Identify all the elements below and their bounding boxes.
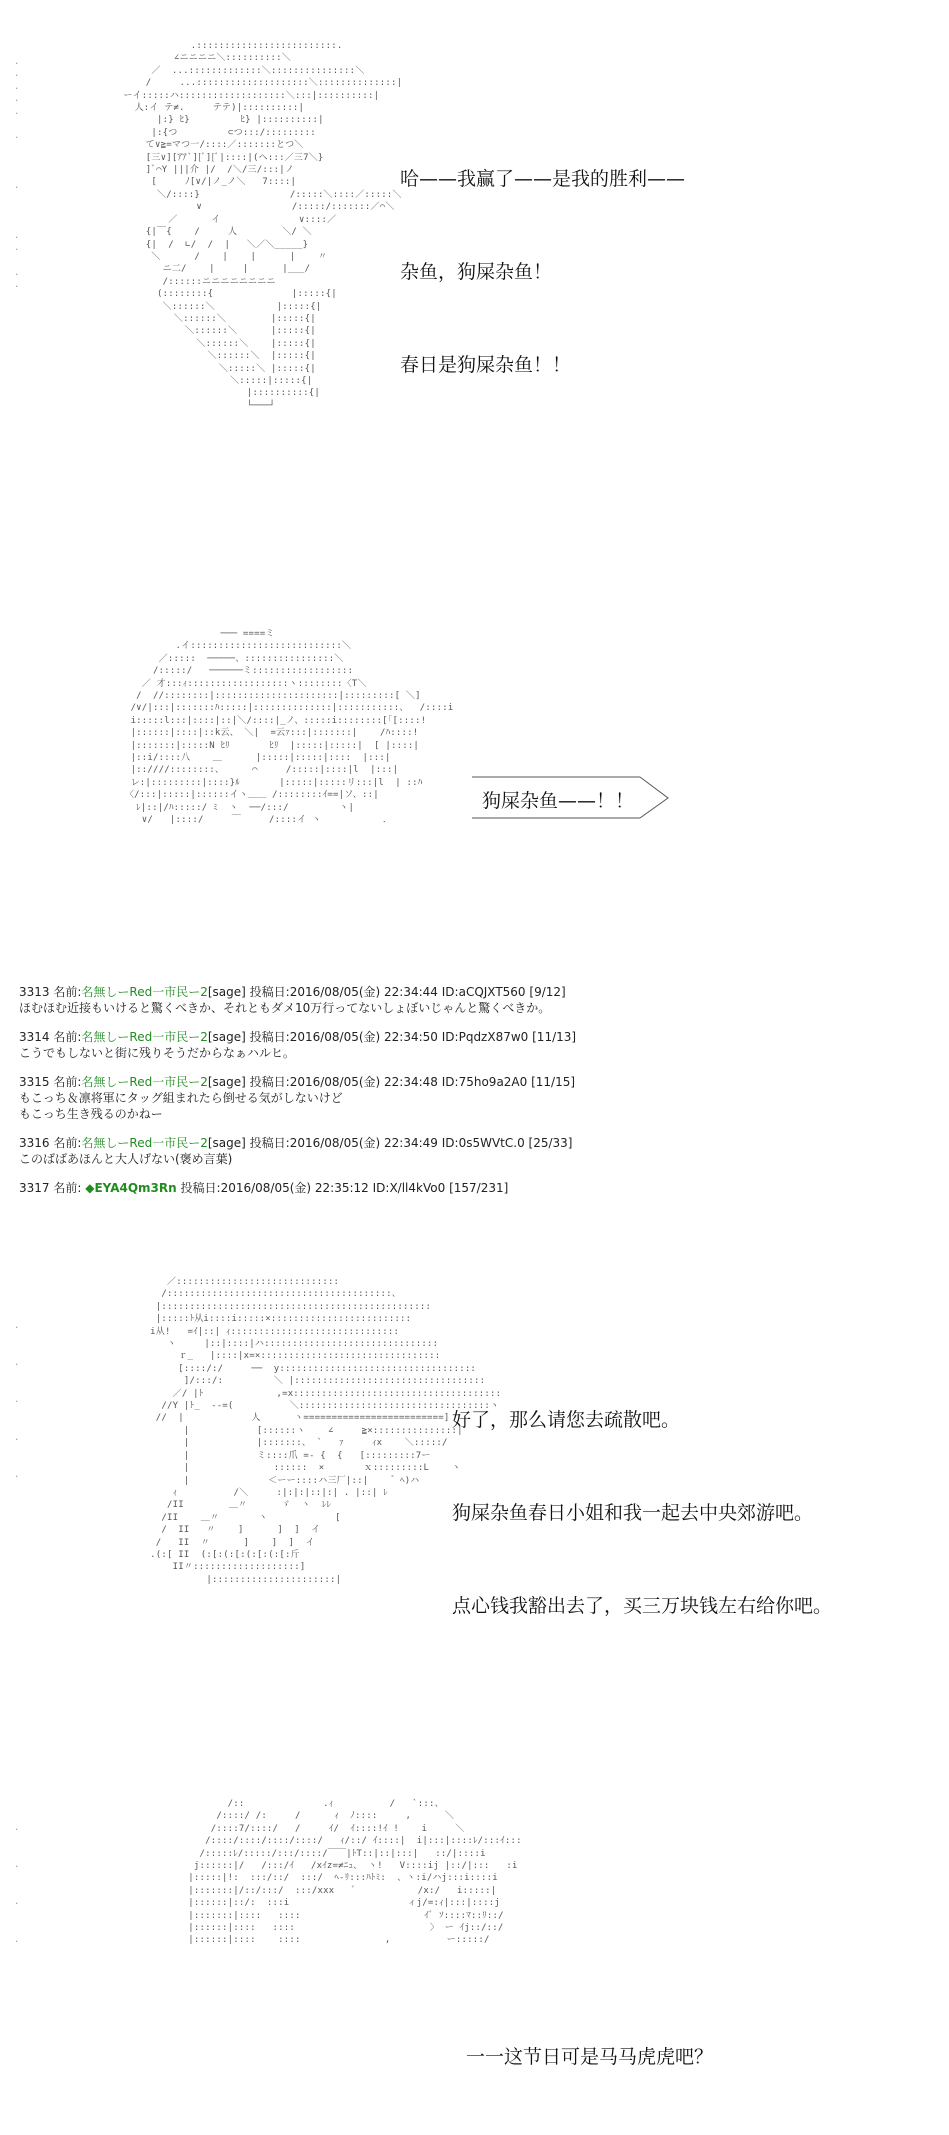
- post-id[interactable]: ID:PqdzX87w0: [441, 1030, 529, 1044]
- post-number[interactable]: 3317: [19, 1181, 50, 1195]
- post-number[interactable]: 3313: [19, 985, 50, 999]
- dialogue-block-4: [466, 1980, 713, 2135]
- post-body-line: もこっち＆凛将軍にタッグ組まれたら倒せる気がしないけど: [19, 1091, 343, 1105]
- dialogue-line: 点心钱我豁出去了，买三万块钱左右给你吧。: [452, 1595, 833, 1617]
- post-date: 投稿日:2016/08/05(金) 22:34:49: [249, 1136, 438, 1150]
- post-number[interactable]: 3316: [19, 1136, 50, 1150]
- dialogue-line: 杂鱼，狗屎杂鱼！: [400, 261, 553, 283]
- post-date: 投稿日:2016/08/05(金) 22:34:50: [249, 1030, 438, 1044]
- dialogue-line: 一一这节日可是马马虎虎吧？: [466, 2046, 714, 2068]
- post-number[interactable]: 3314: [19, 1030, 50, 1044]
- post-body-line: ほむほむ近接もいけると驚くべきか、それともダメ10万行ってないしょぼいじゃんと驚くべきか。: [19, 1001, 551, 1015]
- dialogue-line: 狗屎杂鱼春日小姐和我一起去中央郊游吧。: [452, 1502, 814, 1524]
- post-id[interactable]: ID:75ho9a2A0: [441, 1075, 528, 1089]
- post-id[interactable]: ID:aCQJXT560: [441, 985, 526, 999]
- poster-name: 名無しーRed一市民ー2: [81, 1136, 208, 1150]
- name-label: 名前:: [53, 1181, 82, 1195]
- ascii-art-character-1: .:::::::::::::::::::::::::. ∠ニニニニ＼::::::::::＼ ／ ...:::::::::::::＼:::::::::::::::＼ / ...::::::::::::::::::::＼::::::::::::::| ーイ:::::ハ:::::::::::::::::::＼:::|::::::::::| 人:イ テ≠. テテ)|::::::::::| |:} ﾋ} ﾋ} |::::::::::| |:{つ ⊂つ:::/::::::::: て∨≧=マつ一/::::／:::::::とつ＼ [三∨][ｱｱ`][ﾞ][ﾞ|::::|(ヘ:::／三7＼} ]ﾞ⌒Y |||介 |/ /＼/三/:::|ノ [ ﾉ[∨/|ノ_ノ＼ 7::::| ＼/::::} /:::::＼::::／:::::＼ ∨ /:::::/:::::::／⌒＼ ／ イ ∨::::／ {|￣{ / 人 ＼/ ＼ {| / ∟/ / | ＼／＼_____} ＼ / | | | 〃 ニ二/ | | |___/ /::::::ニニニニニニニニ (::::::::{ |:::::{| ＼::::::＼ |:::::{| ＼::::::＼ |:::::{| ＼::::::＼ |:::::{| ＼::::::＼ |:::::{| ＼::::::＼ |:::::{| ＼:::::＼ |:::::{| ＼:::::|:::::{| |::::::::::{| └───┘: [123, 41, 403, 411]
- post-date: 投稿日:2016/08/05(金) 22:35:12: [180, 1181, 369, 1195]
- name-label: 名前:: [53, 985, 82, 999]
- name-label: 名前:: [53, 1136, 82, 1150]
- ascii-art-character-4: /:: .ｨ / `:::、 /::::/ /: / ｨ ﾉ:::: , ＼ /::::7/::::/ / ｲ/ ｲ::::!ｲ ! i ＼ /::::/::::/::::/::::/ ｨ/::/ ｲ::::| i|:::|::::ﾚ/:::ｲ::: /:::::ﾚ/:::::/:::/::::/￣￣|ﾄT::|::|:::| ::/|::::i j::::::|/ /:::/ｲ /xｲz=≠ﾆｭ、 ヽ! V::::ij |::/|::: :i |:::::|!: :::/::/ :::/ ﾍ‐ﾘ:::ﾊﾄﾐ: 、ヽ:i/ハj:::i::::i |:::::::|/::/:::/ :::/xxx ﾞ /x:/ i:::::| |::::::|::/: :::i ィj/=:ｨ|:::|::::j |:::::::|:::: :::: ｲﾞ ｿ::::ﾏ::ﾘ::/ |::::::|:::: :::: 〉 ー ｲj::/::/ |::::::|:::: :::: , ー:::::/: [188, 1799, 522, 1946]
- poster-name: 名無しーRed一市民ー2: [81, 985, 208, 999]
- post-count: [11/13]: [532, 1030, 577, 1044]
- ascii-art-character-2: ─── ====ミ .イ:::::::::::::::::::::::::::＼ ／::::: ─────、::::::::::::::::＼ /:::::/ ──────ミ:::::::::::::::::: ／ 才:::ｨ::::::::::::::::::ヽ::::::::〈T＼ / //::::::::|::::::::::::::::::::::|:::::::::[ ＼] /∨/|:::|:::::::ﾊ:::::|::::::::::::::|:::::::::::、 /::::i i:::::l:::|::::|::|＼/::::|_ノ、:::::i::::::::[｢[::::! |::::::|::::|::k云、 ＼| =云ｧ:::|:::::::| /ﾊ::::! |:::::::|:::::N ﾋﾘ ﾋﾘ |:::::|:::::| [ |::::| |::i/::::八 ＿ |:::::|:::::|:::: |:::| |::////::::::::、 ⌒ /:::::|::::|l |:::| レ:|:::::::::|::::}ﾙ |:::::|:::::リ:::|l | ::ﾊ 〈/:::|:::::|::::::イヽ＿＿ /::::::::ｲ==|ソ、::| ﾚ|::|/ﾊ:::::/ ﾐ ヽ ──/:::/ ヽ| ∨/ |::::/ ￣ /::::イ ヽ ．: [124, 629, 454, 826]
- margin-dots: . . . . . . . . . . .: [14, 57, 20, 291]
- sage-tag: [sage]: [207, 1075, 246, 1089]
- poster-name: 名無しーRed一市民ー2: [81, 1030, 208, 1044]
- post-id[interactable]: ID:X/ll4kVo0: [372, 1181, 446, 1195]
- post-date: 投稿日:2016/08/05(金) 22:34:44: [249, 985, 438, 999]
- post-count: [9/12]: [529, 985, 566, 999]
- post-number[interactable]: 3315: [19, 1075, 50, 1089]
- name-label: 名前:: [53, 1030, 82, 1044]
- name-label: 名前:: [53, 1075, 82, 1089]
- margin-dots: . . . . .: [14, 1321, 20, 1480]
- margin-dots: . . . .: [14, 1823, 20, 1945]
- post-body-line: こうでもしないと街に残りそうだからなぁハルヒ。: [19, 1046, 295, 1060]
- post-count: [157/231]: [449, 1181, 509, 1195]
- speech-bubble-text: 狗屎杂鱼——！！: [482, 790, 635, 812]
- dialogue-line: 哈——我赢了——是我的胜利——: [400, 168, 686, 190]
- poster-name: 名無しーRed一市民ー2: [81, 1075, 208, 1089]
- post-count: [25/33]: [528, 1136, 573, 1150]
- post-body-line: もこっち生き残るのかねー: [19, 1107, 163, 1121]
- dialogue-line: 好了，那么请您去疏散吧。: [452, 1409, 681, 1431]
- dialogue-line: 春日是狗屎杂鱼！！: [400, 354, 572, 376]
- poster-tripcode: ◆EYA4Qm3Rn: [85, 1181, 177, 1195]
- sage-tag: [sage]: [207, 985, 246, 999]
- ascii-art-character-3: ／::::::::::::::::::::::::::::: /::::::::::::::::::::::::::::::::::::::::、 |:::::::::::::::::::::::::::::::::::::::::::::::: |:::::ﾄ从i::::i:::::×::::::::::::::::::::::::: i从! =ｲ|::| ｨ:::::::::::::::::::::::::::::: ヽ |::|::::|ハ::::::::::::::::::::::::::::::: ｒ_ |::::|x=×:::::::::::::::::::::::::::::::: [::::/:/ ── y::::::::::::::::::::::::::::::::::: ]/:::/: ＼ |:::::::::::::::::::::::::::::::::: ／/ |ﾄ ,=x::::::::::::::::::::::::::::::::::::: //Y |ﾄ_ --=( ＼::::::::::::::::::::::::::::::::::ヽ // | 人 ヽ=========================] | [::::::ヽ ∠ ≧×:::::::::::::::| | |:::::::、 ` ｧ ｨx ＼:::::/ | ミ::::爪 =- { { [:::::::::7ー | :::::: × ｘ:::::::::L ヽ | ＜ーー::::ハ三厂|::| ゛ﾍ)ハ ｨ /＼ :|:|:|::|:| . |::| ﾚ /II ＿〃 ゞ ヽ ﾚﾚ /II ＿〃 ヽ [ / II 〃 ] ] ] イ / II 〃 ] ] ] イ .(:[ II (:[:(:[:(:[:(:[:斤 II〃:::::::::::::::::::] |::::::::::::::::::::::|: [150, 1277, 502, 1585]
- sage-tag: [sage]: [207, 1136, 246, 1150]
- post-id[interactable]: ID:0s5WVtC.0: [441, 1136, 525, 1150]
- sage-tag: [sage]: [207, 1030, 246, 1044]
- post-count: [11/15]: [531, 1075, 576, 1089]
- post-date: 投稿日:2016/08/05(金) 22:34:48: [249, 1075, 438, 1089]
- post-body-line: このばばあほんと大人げない(褒め言葉): [19, 1152, 233, 1166]
